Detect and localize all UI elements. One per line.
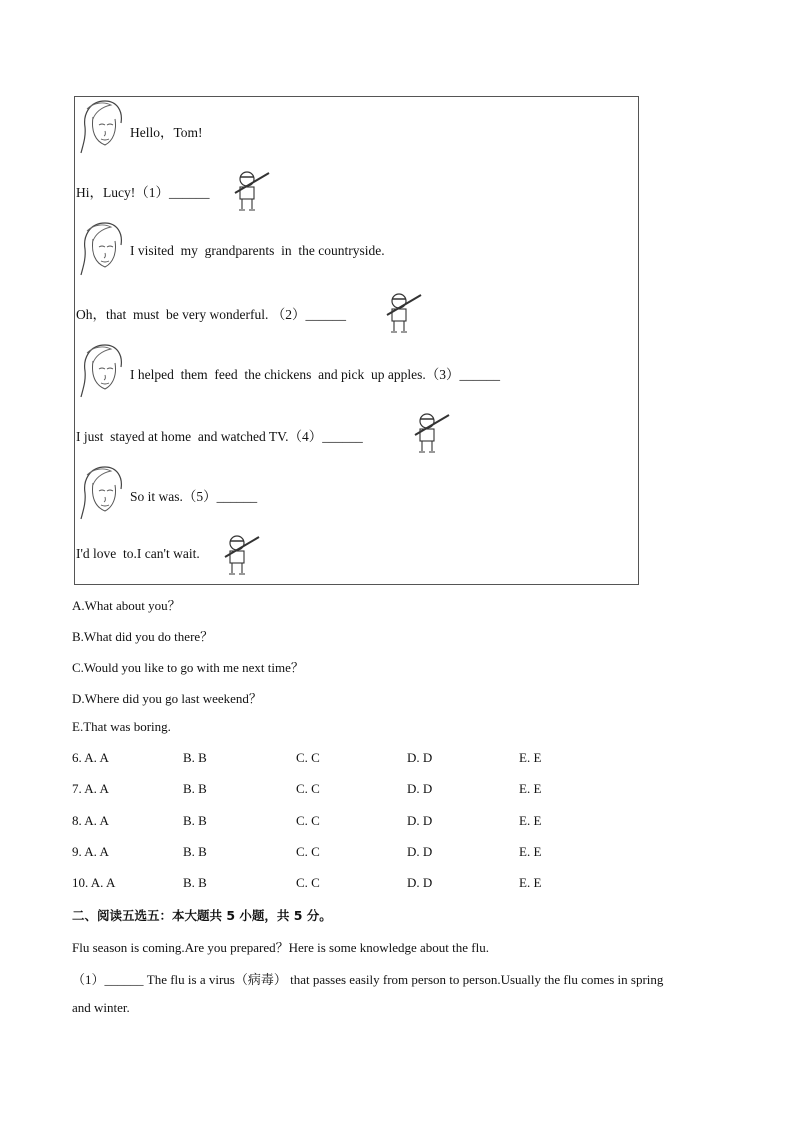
- choice-c[interactable]: C. C: [296, 875, 320, 890]
- section-heading: 二、阅读五选五：本大题共 5 小题，共 5 分。: [72, 908, 332, 923]
- choice-c[interactable]: C. C: [296, 844, 320, 859]
- choice-e[interactable]: E. E: [519, 750, 542, 765]
- dialogue-line-3: I visited my grandparents in the countryside.: [130, 243, 385, 258]
- choice-e[interactable]: E. E: [519, 844, 542, 859]
- choice-a[interactable]: 6. A. A: [72, 750, 109, 765]
- choice-d[interactable]: D. D: [407, 875, 433, 890]
- choice-b[interactable]: B. B: [183, 875, 207, 890]
- dialogue-line-1: Hello，Tom!: [130, 125, 203, 140]
- choice-e[interactable]: E. E: [519, 781, 542, 796]
- girl-portrait-icon: [79, 219, 127, 279]
- dialogue-box: [74, 96, 639, 585]
- girl-portrait-icon: [79, 463, 127, 523]
- dialogue-line-6: I just stayed at home and watched TV.（4）______: [76, 429, 363, 444]
- choice-a[interactable]: 8. A. A: [72, 813, 109, 828]
- choice-c[interactable]: C. C: [296, 781, 320, 796]
- dialogue-line-8: I'd love to.I can't wait.: [76, 546, 200, 561]
- choice-d[interactable]: D. D: [407, 781, 433, 796]
- choice-a[interactable]: 9. A. A: [72, 844, 109, 859]
- choice-e[interactable]: E. E: [519, 875, 542, 890]
- boy-cartoon-icon: [231, 169, 271, 213]
- paragraph-1: （1）______ The flu is a virus（病毒） that passes easily from person to person.Usually the flu comes in spring: [72, 972, 664, 987]
- boy-cartoon-icon: [221, 533, 261, 577]
- dialogue-line-5: I helped them feed the chickens and pick up apples.（3）______: [130, 367, 501, 382]
- choice-e[interactable]: E. E: [519, 813, 542, 828]
- choice-a[interactable]: 10. A. A: [72, 875, 116, 890]
- girl-portrait-icon: [79, 341, 127, 401]
- choice-b[interactable]: B. B: [183, 750, 207, 765]
- choice-b[interactable]: B. B: [183, 844, 207, 859]
- choice-d[interactable]: D. D: [407, 844, 433, 859]
- choice-d[interactable]: D. D: [407, 813, 433, 828]
- choice-c[interactable]: C. C: [296, 813, 320, 828]
- option-e: E.That was boring.: [72, 719, 171, 734]
- dialogue-line-2: Hi，Lucy!（1）______: [76, 185, 210, 200]
- dialogue-line-7: So it was.（5）______: [130, 489, 258, 504]
- option-c: C.Would you like to go with me next time？: [72, 660, 304, 675]
- paragraph-intro: Flu season is coming.Are you prepared？Here is some knowledge about the flu.: [72, 940, 489, 955]
- choice-c[interactable]: C. C: [296, 750, 320, 765]
- choice-d[interactable]: D. D: [407, 750, 433, 765]
- choice-b[interactable]: B. B: [183, 813, 207, 828]
- girl-portrait-icon: [79, 97, 127, 157]
- choice-b[interactable]: B. B: [183, 781, 207, 796]
- boy-cartoon-icon: [383, 291, 423, 335]
- option-d: D.Where did you go last weekend？: [72, 691, 262, 706]
- boy-cartoon-icon: [411, 411, 451, 455]
- option-b: B.What did you do there？: [72, 629, 214, 644]
- dialogue-line-4: Oh，that must be very wonderful. （2）______: [76, 307, 346, 322]
- option-a: A.What about you？: [72, 598, 181, 613]
- paragraph-1-cont: and winter.: [72, 1000, 130, 1015]
- choice-a[interactable]: 7. A. A: [72, 781, 109, 796]
